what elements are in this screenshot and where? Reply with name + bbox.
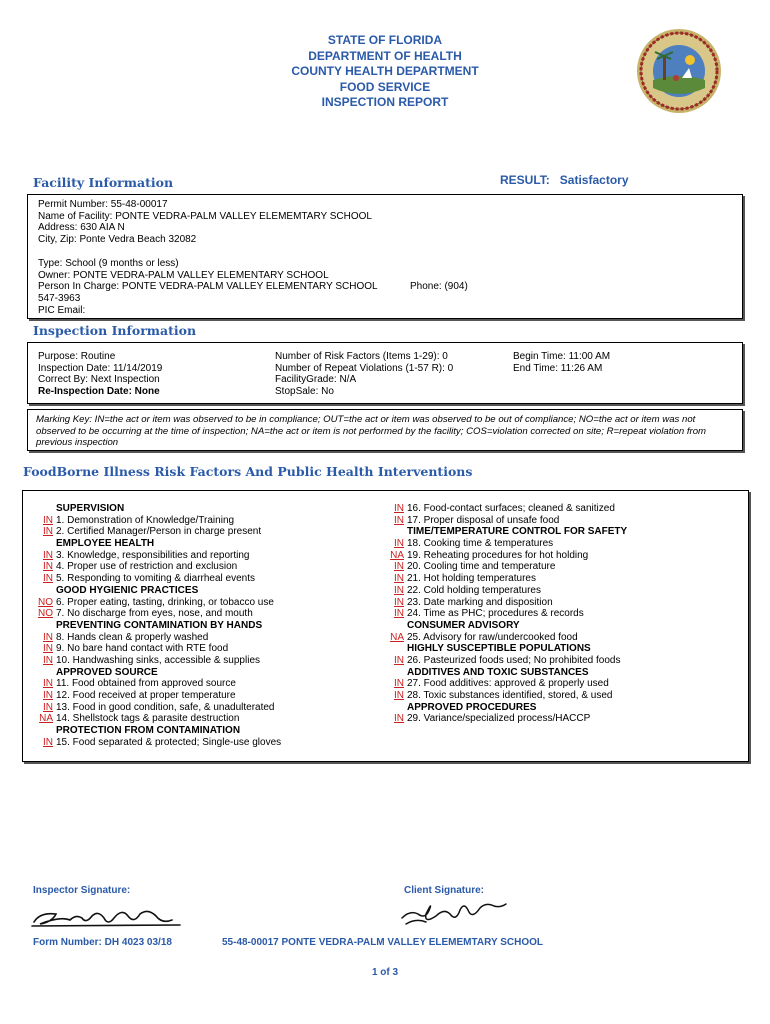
- risk-status: [362, 526, 407, 538]
- risk-status: IN: [43, 654, 53, 666]
- risk-category-text: TIME/TEMPERATURE CONTROL FOR SAFETY: [407, 526, 628, 538]
- inspection-date: Inspection Date: 11/14/2019: [38, 362, 163, 374]
- risk-item-text: 15. Food separated & protected; Single-use gloves: [56, 736, 282, 748]
- risk-item-row: [362, 503, 702, 515]
- facility-name: Name of Facility: PONTE VEDRA-PALM VALLEY ELEMEMTARY SCHOOL: [38, 210, 372, 222]
- footer-permit-facility: 55-48-00017 PONTE VEDRA-PALM VALLEY ELEMEMTARY SCHOOL: [222, 937, 543, 948]
- facility-owner-details: [38, 258, 378, 317]
- facility-details: [38, 199, 372, 246]
- risk-item-text: 1. Demonstration of Knowledge/Training: [56, 514, 235, 526]
- risk-status: IN: [43, 561, 53, 573]
- inspector-signature: [30, 902, 202, 930]
- risk-item-text: 23. Date marking and disposition: [407, 596, 553, 608]
- risk-status: [362, 667, 407, 679]
- risk-item-text: 4. Proper use of restriction and exclusion: [56, 561, 238, 573]
- risk-item-text: 29. Variance/specialized process/HACCP: [407, 713, 591, 725]
- client-signature-label: Client Signature:: [404, 885, 485, 896]
- risk-status: IN: [394, 538, 404, 550]
- florida-seal-icon: [636, 28, 722, 114]
- risk-item-row: [362, 538, 702, 550]
- risk-item-row: [362, 597, 702, 609]
- risk-status: NA: [390, 631, 404, 643]
- risk-item-text: 26. Pasteurized foods used; No prohibited foods: [407, 654, 621, 666]
- stop-sale: StopSale: No: [275, 386, 334, 398]
- risk-status: IN: [43, 573, 53, 585]
- risk-status: IN: [394, 561, 404, 573]
- client-signature: [396, 896, 514, 930]
- risk-status: IN: [43, 690, 53, 701]
- risk-status: IN: [394, 608, 404, 620]
- risk-item-row: [9, 550, 349, 562]
- risk-status: IN: [43, 631, 53, 643]
- risk-item-text: 8. Hands clean & properly washed: [56, 631, 209, 643]
- risk-section-title: FoodBorne Illness Risk Factors And Public Health Interventions: [23, 464, 473, 479]
- risk-status: [9, 725, 56, 737]
- facility-city-zip: City, Zip: Ponte Vedra Beach 32082: [38, 234, 197, 246]
- risk-item-text: 14. Shellstock tags & parasite destruction: [56, 713, 240, 725]
- end-time: End Time: 11:26 AM: [513, 362, 603, 374]
- risk-status: IN: [394, 596, 404, 608]
- risk-item-row: [362, 573, 702, 585]
- risk-category-heading: [9, 538, 349, 550]
- risk-status: [9, 585, 56, 597]
- page-number: 1 of 3: [371, 967, 399, 978]
- risk-status: [362, 620, 407, 632]
- risk-item-row: [9, 643, 349, 655]
- risk-status: [9, 667, 56, 679]
- risk-item-row: [9, 515, 349, 527]
- risk-status: IN: [43, 736, 53, 748]
- reinspection-date: Re-Inspection Date: None: [38, 386, 160, 398]
- marking-key-text: Marking Key: IN=the act or item was observed to be in compliance; OUT=the act or item was observed to be out of compliance; NO=the act or item was not observed to be occurring at the time of inspection; NA=the act or item is not performed by the facility; COS=violation corrected on site; R=repeat violation from previous inspection: [36, 414, 707, 449]
- risk-item-row: [9, 597, 349, 609]
- risk-item-text: 16. Food-contact surfaces; cleaned & sanitized: [407, 503, 615, 514]
- pic-email: PIC Email:: [38, 304, 86, 316]
- risk-item-row: [362, 561, 702, 573]
- risk-left-column: [9, 503, 349, 748]
- header-line: DEPARTMENT OF HEALTH: [308, 48, 462, 63]
- result-value: Satisfactory: [559, 173, 629, 187]
- risk-status: NO: [38, 608, 53, 620]
- header-line: FOOD SERVICE: [339, 79, 431, 94]
- risk-item-row: [362, 515, 702, 527]
- facility-section-title: Facility Information: [33, 175, 174, 190]
- risk-category-heading: [9, 620, 349, 632]
- risk-item-row: [362, 550, 702, 562]
- risk-category-text: APPROVED PROCEDURES: [407, 701, 537, 713]
- risk-status: NA: [39, 713, 53, 725]
- risk-category-text: APPROVED SOURCE: [56, 666, 158, 678]
- risk-item-text: 25. Advisory for raw/undercooked food: [407, 631, 578, 643]
- risk-factor-count: Number of Risk Factors (Items 1-29): 0: [275, 351, 448, 362]
- inspection-col1: [38, 351, 162, 398]
- risk-item-row: [362, 713, 702, 725]
- risk-item-row: [9, 632, 349, 644]
- risk-category-heading: [362, 526, 702, 538]
- risk-category-heading: [362, 620, 702, 632]
- header-line: STATE OF FLORIDA: [327, 33, 443, 47]
- risk-category-text: HIGHLY SUSCEPTIBLE POPULATIONS: [407, 643, 591, 655]
- risk-item-text: 18. Cooking time & temperatures: [407, 538, 554, 550]
- risk-status: [9, 620, 56, 632]
- facility-grade: FacilityGrade: N/A: [275, 374, 357, 386]
- risk-item-text: 11. Food obtained from approved source: [56, 678, 236, 690]
- inspection-purpose: Purpose: Routine: [38, 351, 116, 362]
- risk-item-text: 6. Proper eating, tasting, drinking, or tobacco use: [56, 596, 274, 608]
- risk-status: [9, 538, 56, 550]
- risk-status: IN: [394, 654, 404, 666]
- inspection-col2: [275, 351, 453, 398]
- risk-item-text: 3. Knowledge, responsibilities and reporting: [56, 549, 250, 561]
- risk-item-row: [362, 608, 702, 620]
- risk-status: IN: [394, 514, 404, 526]
- risk-status: [362, 643, 407, 655]
- begin-time: Begin Time: 11:00 AM: [513, 351, 611, 362]
- result-label-text: RESULT:: [500, 173, 550, 187]
- risk-item-text: 19. Reheating procedures for hot holding: [407, 549, 589, 561]
- risk-status: [9, 503, 56, 515]
- facility-phone: Phone: (904): [410, 281, 468, 293]
- facility-address: Address: 630 AIA N: [38, 222, 125, 234]
- risk-item-row: [9, 678, 349, 690]
- repeat-violation-count: Number of Repeat Violations (1-57 R): 0: [275, 362, 454, 374]
- inspection-section-title: Inspection Information: [33, 323, 197, 338]
- facility-owner: Owner: PONTE VEDRA-PALM VALLEY ELEMENTARY SCHOOL: [38, 269, 329, 281]
- risk-status: IN: [394, 690, 404, 701]
- risk-category-heading: [362, 702, 702, 714]
- risk-status: IN: [43, 643, 53, 655]
- risk-status: IN: [43, 678, 53, 690]
- risk-category-text: CONSUMER ADVISORY: [407, 619, 520, 631]
- risk-item-row: [362, 655, 702, 667]
- risk-item-row: [9, 655, 349, 667]
- header-line: COUNTY HEALTH DEPARTMENT: [291, 64, 479, 78]
- risk-category-heading: [9, 585, 349, 597]
- risk-status: IN: [43, 514, 53, 526]
- risk-category-heading: [362, 643, 702, 655]
- risk-status: IN: [394, 713, 404, 725]
- risk-item-row: [9, 561, 349, 573]
- risk-item-text: 21. Hot holding temperatures: [407, 573, 536, 585]
- risk-status: IN: [43, 701, 53, 713]
- inspection-col3: [513, 351, 610, 374]
- risk-item-row: [362, 690, 702, 702]
- risk-item-text: 9. No bare hand contact with RTE food: [56, 643, 229, 655]
- permit-number: Permit Number: 55-48-00017: [38, 199, 168, 210]
- risk-item-text: 20. Cooling time and temperature: [407, 561, 556, 573]
- result-label: [500, 173, 629, 187]
- risk-item-row: [9, 573, 349, 585]
- risk-category-text: ADDITIVES AND TOXIC SUBSTANCES: [407, 666, 589, 678]
- risk-item-text: 17. Proper disposal of unsafe food: [407, 514, 560, 526]
- risk-status: IN: [394, 573, 404, 585]
- risk-status: IN: [43, 526, 53, 538]
- risk-item-text: 2. Certified Manager/Person in charge present: [56, 526, 262, 538]
- risk-item-row: [9, 737, 349, 749]
- person-in-charge: Person In Charge: PONTE VEDRA-PALM VALLEY ELEMENTARY SCHOOL: [38, 281, 378, 293]
- risk-item-row: [9, 690, 349, 702]
- risk-status: IN: [394, 678, 404, 690]
- risk-item-text: 13. Food in good condition, safe, & unadulterated: [56, 701, 275, 713]
- phone-continued: 547-3963: [38, 293, 81, 305]
- risk-item-text: 12. Food received at proper temperature: [56, 690, 236, 701]
- risk-status: NO: [38, 596, 53, 608]
- risk-category-heading: [9, 725, 349, 737]
- risk-item-row: [9, 608, 349, 620]
- risk-category-heading: [9, 667, 349, 679]
- risk-item-text: 22. Cold holding temperatures: [407, 584, 541, 596]
- risk-item-row: [9, 702, 349, 714]
- risk-category-heading: [362, 667, 702, 679]
- risk-item-text: 10. Handwashing sinks, accessible & supplies: [56, 654, 260, 666]
- risk-status: [362, 702, 407, 714]
- risk-category-text: PREVENTING CONTAMINATION BY HANDS: [56, 619, 263, 631]
- header-line: INSPECTION REPORT: [321, 95, 449, 109]
- risk-item-row: [362, 632, 702, 644]
- risk-category-text: SUPERVISION: [56, 503, 125, 514]
- facility-type: Type: School (9 months or less): [38, 258, 179, 269]
- risk-item-text: 28. Toxic substances identified, stored, & used: [407, 690, 613, 701]
- risk-item-text: 27. Food additives: approved & properly used: [407, 678, 609, 690]
- risk-item-text: 5. Responding to vomiting & diarrheal events: [56, 573, 256, 585]
- risk-category-text: GOOD HYGIENIC PRACTICES: [56, 584, 199, 596]
- risk-category-heading: [9, 503, 349, 515]
- risk-right-column: [362, 503, 702, 725]
- risk-status: NA: [390, 549, 404, 561]
- risk-item-row: [362, 585, 702, 597]
- risk-item-row: [9, 713, 349, 725]
- risk-category-text: PROTECTION FROM CONTAMINATION: [56, 725, 241, 737]
- correct-by: Correct By: Next Inspection: [38, 374, 160, 386]
- risk-item-text: 7. No discharge from eyes, nose, and mouth: [56, 608, 253, 620]
- risk-item-row: [9, 526, 349, 538]
- risk-status: IN: [394, 584, 404, 596]
- inspector-signature-label: Inspector Signature:: [33, 885, 131, 896]
- risk-item-row: [362, 678, 702, 690]
- risk-category-text: EMPLOYEE HEALTH: [56, 538, 155, 550]
- risk-status: IN: [43, 549, 53, 561]
- form-number: Form Number: DH 4023 03/18: [33, 937, 172, 948]
- risk-status: IN: [394, 503, 404, 514]
- risk-item-text: 24. Time as PHC; procedures & records: [407, 608, 584, 620]
